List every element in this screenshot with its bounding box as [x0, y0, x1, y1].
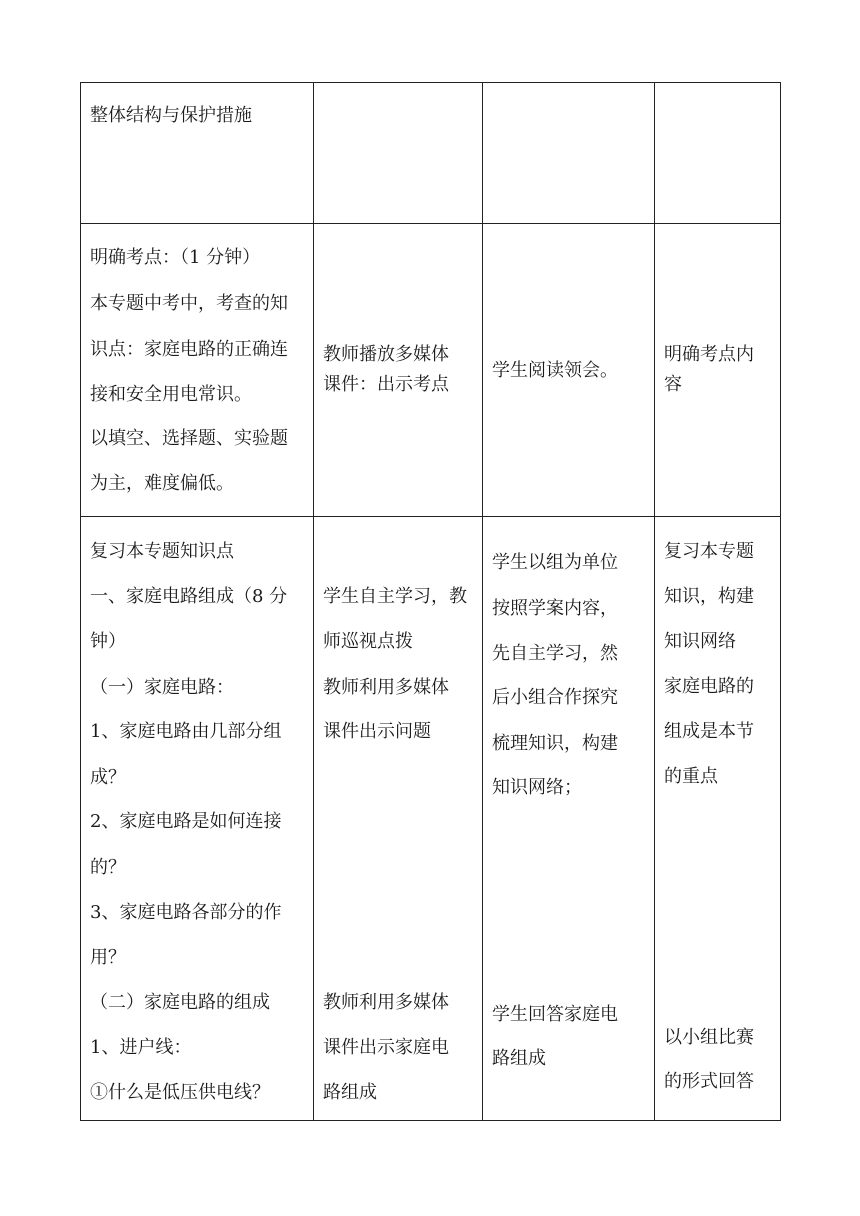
cell-line: 教师播放多媒体	[323, 344, 449, 365]
content-cell	[81, 517, 314, 1121]
cell-line: （一）家庭电路：	[90, 677, 234, 698]
cell-line: 成？	[90, 767, 126, 788]
cell-line: 后小组合作探究	[492, 687, 618, 708]
cell-line: 梳理知识，构建	[492, 733, 618, 754]
student-activity-cell	[483, 517, 655, 1121]
table-row	[81, 83, 781, 224]
cell-line: 按照学案内容，	[492, 598, 618, 619]
cell-line: 路组成	[323, 1082, 377, 1103]
cell-line: 教师利用多媒体	[323, 677, 449, 698]
cell-line: 教师利用多媒体	[323, 992, 449, 1013]
lesson-plan-table	[80, 82, 781, 1121]
cell-line: 先自主学习，然	[492, 643, 618, 664]
cell-line: 学生阅读领会。	[492, 360, 618, 381]
cell-line: （二）家庭电路的组成	[90, 992, 270, 1013]
cell-line: 1、进户线：	[90, 1037, 192, 1058]
cell-line: 识点：家庭电路的正确连	[90, 339, 288, 360]
cell-line: 本专题中考中，考查的知	[90, 293, 288, 314]
teacher-activity-cell	[314, 517, 483, 1121]
cell-line: 知识网络；	[492, 777, 582, 798]
cell-line: 师巡视点拨	[323, 631, 413, 652]
teacher-activity-cell	[314, 224, 483, 517]
cell-line: 课件：出示考点	[323, 374, 449, 395]
cell-line: 以填空、选择题、实验题	[90, 428, 288, 449]
purpose-cell	[655, 83, 781, 224]
cell-line: 1、家庭电路由几部分组	[90, 721, 282, 742]
cell-line: ①什么是低压供电线？	[90, 1082, 270, 1103]
cell-line: 容	[664, 374, 682, 395]
cell-line: 学生自主学习，教	[323, 586, 467, 607]
cell-line: 复习本专题知识点	[90, 541, 234, 562]
content-cell	[81, 83, 314, 224]
cell-line: 以小组比赛	[664, 1027, 754, 1048]
cell-line: 路组成	[492, 1048, 546, 1069]
cell-line: 明确考点：（1 分钟）	[90, 247, 261, 268]
cell-line: 知识网络	[664, 631, 736, 652]
cell-line: 学生以组为单位	[492, 552, 618, 573]
cell-line: 的形式回答	[664, 1071, 754, 1092]
table-row	[81, 224, 781, 517]
cell-line: 复习本专题	[664, 541, 754, 562]
cell-line: 明确考点内	[664, 344, 754, 365]
table-row	[81, 517, 781, 1121]
cell-line: 的？	[90, 857, 126, 878]
cell-line: 学生回答家庭电	[492, 1004, 618, 1025]
teacher-activity-cell	[314, 83, 483, 224]
cell-line: 接和安全用电常识。	[90, 384, 252, 405]
purpose-cell	[655, 224, 781, 517]
cell-line: 钟）	[90, 631, 126, 652]
purpose-cell	[655, 517, 781, 1121]
cell-line: 用？	[90, 947, 126, 968]
cell-line: 知识，构建	[664, 586, 754, 607]
cell-line: 一、家庭电路组成（8 分	[90, 586, 288, 607]
cell-line: 3、家庭电路各部分的作	[90, 902, 282, 923]
cell-line: 的重点	[664, 766, 718, 787]
content-cell	[81, 224, 314, 517]
cell-line: 家庭电路的	[664, 676, 754, 697]
cell-line: 2、家庭电路是如何连接	[90, 811, 282, 832]
cell-line: 为主，难度偏低。	[90, 473, 234, 494]
cell-line: 课件出示问题	[323, 721, 431, 742]
student-activity-cell	[483, 83, 655, 224]
cell-line: 整体结构与保护措施	[90, 105, 252, 126]
cell-line: 组成是本节	[664, 721, 754, 742]
cell-line: 课件出示家庭电	[323, 1037, 449, 1058]
student-activity-cell	[483, 224, 655, 517]
